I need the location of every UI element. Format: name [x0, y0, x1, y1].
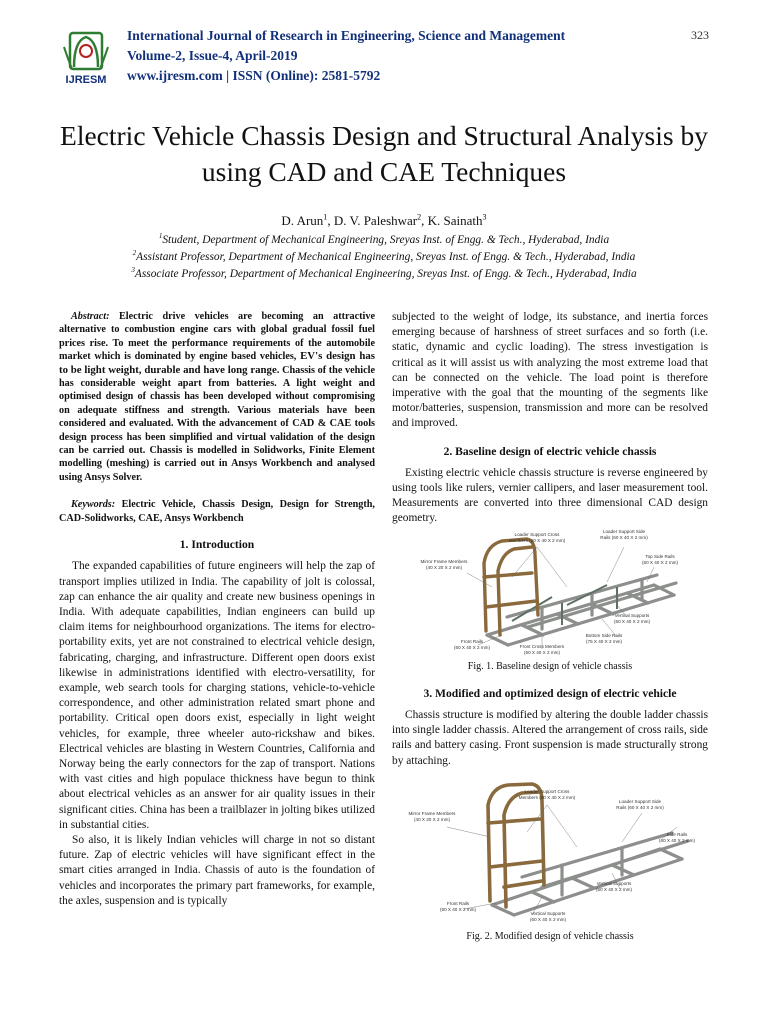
journal-web[interactable]: www.ijresm.com | ISSN (Online): 2581-5792 — [127, 68, 381, 83]
label-loader-cross-dim: Members (60 X 40 X 2 mm) — [508, 537, 566, 543]
label-vertical-supports-dim: (60 X 40 X 2 mm) — [614, 618, 650, 624]
label-front-rails-dim: (60 X 40 X 2 mm) — [440, 906, 476, 912]
section-heading-baseline: 2. Baseline design of electric vehicle chassis — [443, 444, 657, 458]
affiliation — [0, 268, 768, 280]
section-heading-intro: 1. Introduction — [179, 538, 255, 552]
label-loader-cross: Loader Support Cross — [524, 788, 570, 794]
label-loader-side-dim: Rails (60 X 40 X 2 mm) — [616, 804, 664, 810]
label-top-side-rails: Top Side Rails — [645, 553, 675, 559]
author-name: D. Arun — [281, 213, 324, 228]
journal-volume: Volume-2, Issue-4, April-2019 — [127, 48, 298, 63]
label-front-rails: Front Rails — [446, 900, 470, 906]
left-column — [59, 310, 375, 909]
affiliation-text: Assistant Professor, Department of Mechanical Engineering, Sreyas Inst. of Engg. & Tech., Hyderabad, India — [136, 251, 636, 263]
label-top-side-rails-dim: (60 X 40 X 2 mm) — [642, 559, 678, 565]
chassis-baseline-drawing — [392, 527, 708, 657]
label-loader-cross-dim: Members (60 X 40 X 2 mm) — [518, 794, 576, 800]
affiliation-sup: 3 — [131, 266, 135, 275]
figure-2 — [392, 777, 708, 944]
author-list: D. Arun$^1$, D. V. Paleshwar$^2$, K. Sainath$^3$ — [281, 212, 487, 228]
label-mirror-frame: Mirror Frame Members — [408, 810, 456, 816]
baseline-paragraph: Existing electric vehicle chassis structure is reverse engineered by using tools like rulers, vernier callipers, and laser measurement tool. Measurements are converted into three dimensional CAD design geometry. — [392, 466, 708, 525]
keywords-text: Electric Vehicle, Chassis Design, Design for Strength, CAD-Solidworks, CAE, Ansys Workbench — [59, 499, 375, 524]
affiliation-text: Student, Department of Mechanical Engineering, Sreyas Inst. of Engg. & Tech., Hyderabad, India — [162, 234, 610, 246]
abstract-label: Abstract — [71, 311, 107, 322]
label-side-rails: Side Rails — [666, 831, 688, 837]
continued-paragraph: subjected to the weight of lodge, its substance, and inertia forces emerging because of harshness of street surfaces and so forth (i.e. static, dynamic and cyclic loading). The stress investigation is critical as it will assist us with analyzing the most extreme load that can be connected on the vehicle. The load point is therefore imperative with the goal that the mounting of the segments like motor/batteries, suspension, transmission and more can be resolved and improved. — [392, 311, 708, 430]
label-bottom-side-rails: Bottom Side Rails — [585, 632, 623, 638]
journal-name: International Journal of Research in Engineering, Science and Management — [127, 28, 566, 43]
affiliation-text: Associate Professor, Department of Mechanical Engineering, Sreyas Inst. of Engg. & Tech., Hyderabad, India — [134, 268, 637, 280]
label-front-rails: Front Rails — [460, 638, 484, 644]
label-loader-side: Loader Support Side — [602, 528, 646, 534]
affiliation-sup: 1 — [158, 232, 163, 241]
journal-logo — [60, 27, 112, 87]
keywords-label: Keywords — [71, 499, 112, 511]
abstract: Abstract: Electric drive vehicles are becoming an attractive alternative to combustion engine cars with global gradual fossil fuel prices rise. To meet the performance requirements of the automobile market which is dominated by engine based vehicles, EV's design has to be light weight, durable and have long range. Chassis of the vehicle has considerable weight apart from batteries. A light weight and optimised design of chassis has been developed without compromising on adequate stiffness and strength. Various materials have been considered and evaluated. With the advancement of CAD & CAE tools design process has been simplified and virtual validation of the design can be carried out. Chassis is modelled in Solidworks, Finite Element modelling (meshing) is carried out in Ansys Workbench and analysed using Ansys Solver. — [59, 311, 376, 483]
label-side-rails-dim: (60 X 40 X 2 mm) — [659, 837, 695, 843]
author-name: K. Sainath — [427, 213, 483, 228]
affiliation-sup: 2 — [132, 249, 137, 258]
logo-text: IJRESM — [65, 74, 107, 86]
abstract-part2: Chassis of the vehicle has considerable weight apart from batteries. A light weight and optimised design of chassis has been developed without compromising on adequate stiffness and strength. Various materials have been considered and evaluated. With the advancement of CAD & CAE tools design process has been simplified and virtual validation of the design can be carried out. Chassis is modelled in Solidworks, Finite Element modelling (meshing) is carried out in Ansys Workbench and analysed using Ansys Solver. — [59, 364, 375, 483]
label-mirror-frame-dim: (40 X 20 X 2 mm) — [414, 816, 450, 822]
label-loader-cross: Loader Support Cross — [514, 531, 560, 537]
label-front-cross: Front Cross Members — [519, 643, 565, 649]
author-sup: 3 — [482, 212, 487, 222]
keywords: Keywords: Electric Vehicle, Chassis Design, Design for Strength, CAD-Solidworks, CAE, Ansys Workbench — [59, 499, 375, 524]
author-name: D. V. Paleshwar — [333, 213, 418, 228]
label-vertical-supports-b: Vertical Supports — [530, 910, 566, 916]
abstract-part1: Electric drive vehicles are becoming an attractive alternative to combustion engine cars with global gradual fossil fuel prices rise. To meet the performance requirements of the automobile market which is dominated by engine based vehicles, — [59, 311, 375, 363]
label-loader-side-dim: Rails (60 X 40 X 2 mm) — [600, 534, 648, 540]
label-vertical-supports-b-dim: (60 X 40 X 2 mm) — [530, 916, 566, 922]
intro-paragraph-1: The expanded capabilities of future engineers will help the zap of transport implies utilized in India. The capability of jolt is colossal, zap can enhance the air quality and create new business openings in India. With adequate capabilities, Indian engineers can build up claim items for neighbourhood organizations. The items for electro-portability exits, yet are not constrained to electrical vehicle design, fabricating, charging, and infrastructure. Different open doors exist likewise in administrations identified with electro-versatility, for example, web search tools for charging stations, vehicle-to-vehicle correspondence, and other administration related smart phone and portability. Critical open doors exist, especially in light weight vehicles, for example, three wheeler auto-rickshaw and bikes. Electrical vehicles are blasting in Western Countries, California and Norway being the early connectors for the zap of transport. Nations with vast cities and high populace thickness have begun to think about electrical vehicles as an answer for air quality issues in their significant cities. China has been a trailblazer in jolting bikes utilized in substantial cities. — [59, 560, 375, 831]
page-number: 323 — [691, 28, 709, 42]
affiliation — [0, 251, 768, 263]
affiliation — [0, 234, 768, 246]
figure-1 — [392, 527, 708, 674]
figure-1-caption: Fig. 1. Baseline design of vehicle chassis — [467, 660, 633, 672]
label-mirror-frame: Mirror Frame Members — [420, 558, 468, 564]
modified-paragraph: Chassis structure is modified by altering the double ladder chassis into single ladder chassis. Altered the arrangement of cross rails, side rails and battery casing. Front suspension is made structurally strong by attaching. — [392, 709, 708, 767]
author-sup: 2 — [417, 212, 422, 222]
chassis-modified-drawing — [392, 777, 708, 927]
section-heading-modified: 3. Modified and optimized design of electric vehicle — [423, 686, 677, 700]
figure-2-caption: Fig. 2. Modified design of vehicle chassis — [466, 930, 634, 942]
paper-title: Electric Vehicle Chassis Design and Structural Analysis by using CAD and CAE Techniques — [60, 120, 708, 187]
intro-paragraph-2: So also, it is likely Indian vehicles will charge in not so distant future. Zap of electric vehicles will have significant effect in the smart cities arranged in India. Chassis of auto is the foundation of vehicles and incorporates the primary part frameworks, for example, the axles, suspension and is typically — [59, 833, 375, 907]
label-mirror-frame-dim: (40 X 20 X 2 mm) — [426, 564, 462, 570]
label-vertical-supports-dim: (60 X 40 X 2 mm) — [596, 886, 632, 892]
right-column — [392, 310, 708, 944]
label-front-cross-dim: (60 X 40 X 2 mm) — [524, 649, 560, 655]
author-sup: 1 — [323, 212, 328, 222]
abstract-highlight: EV's design has to be light weight, durable and have long range. — [59, 350, 376, 376]
label-front-rails-dim: (60 X 40 X 2 mm) — [454, 644, 490, 650]
label-vertical-supports: Vertical Supports — [596, 880, 632, 886]
label-vertical-supports: Vertical Supports — [614, 612, 650, 618]
label-bottom-side-rails-dim: (75 X 40 X 2 mm) — [586, 638, 622, 644]
label-loader-side: Loader Support Side — [618, 798, 662, 804]
